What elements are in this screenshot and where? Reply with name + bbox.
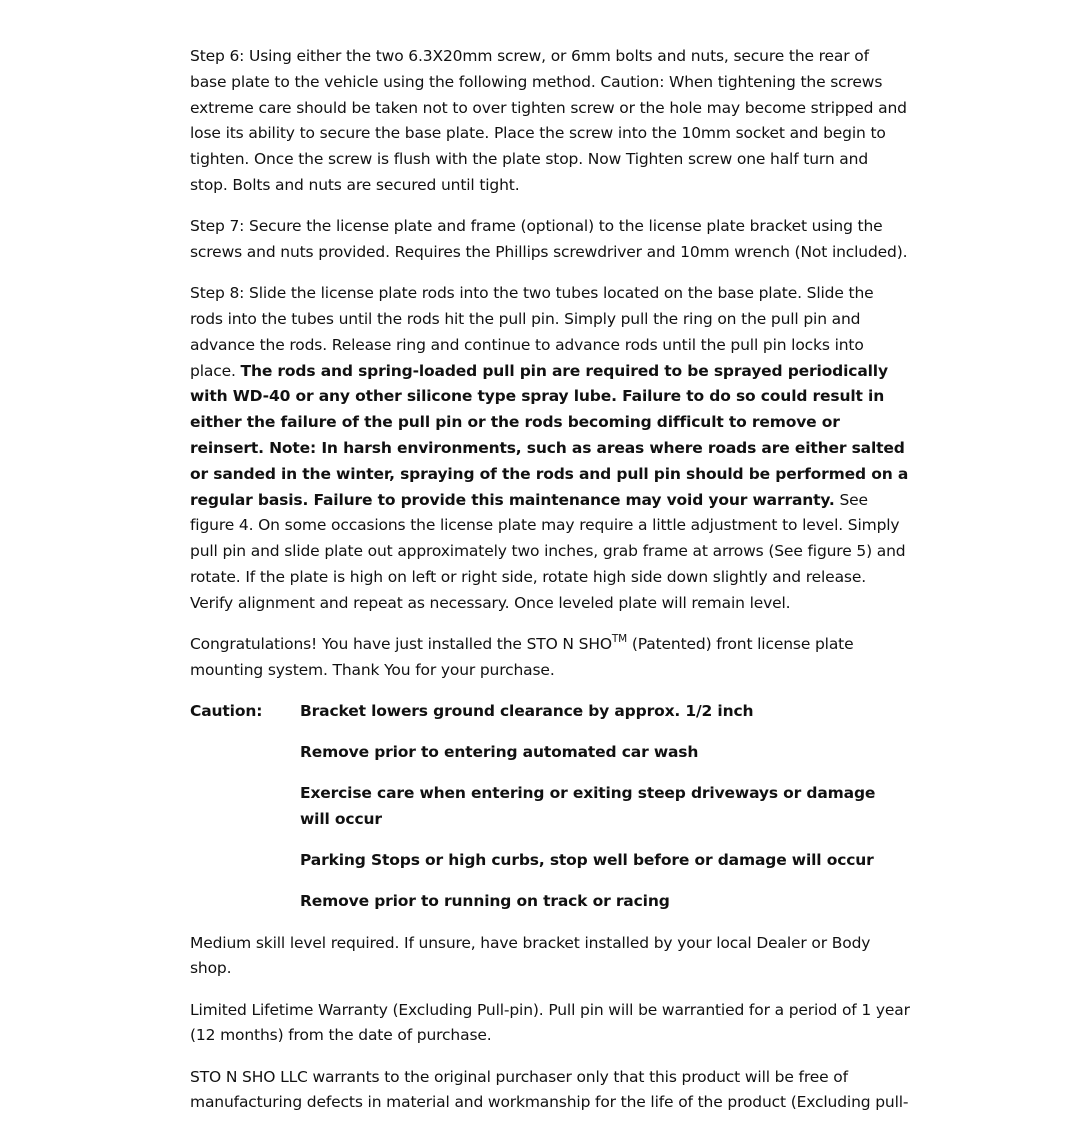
warranty-terms-paragraph: STO N SHO LLC warrants to the original purchaser only that this product will be free of manufacturing defects in material and workmanship for the life of the product (Excluding pull- [190, 1067, 909, 1112]
document-page [190, 44, 910, 1132]
step-8-maintenance-warning: The rods and spring-loaded pull pin are required to be sprayed periodically with WD-40 or any other silicone type spray lube. Failure to do so could result in either the failure of the pull pin or the rods becoming difficult to remove or reinsert. Note: In harsh environments, such as areas where roads are either salted or sanded in the winter, spraying of the rods and pull pin should be performed on a regular basis. Failure to provide this maintenance may void your warranty. [190, 361, 909, 509]
limited-warranty-paragraph: Limited Lifetime Warranty (Excluding Pull-pin). Pull pin will be warrantied for a period of 1 year (12 months) from the date of purchase. [190, 1000, 910, 1045]
congratulations-paragraph [190, 632, 910, 684]
caution-item: Remove prior to entering automated car wash [300, 743, 699, 762]
caution-item: Bracket lowers ground clearance by approx. 1/2 inch [300, 701, 754, 720]
caution-row [190, 699, 910, 725]
step-8-paragraph [190, 281, 910, 616]
caution-item: Parking Stops or high curbs, stop well before or damage will occur [300, 851, 874, 870]
step-6-paragraph: Step 6: Using either the two 6.3X20mm screw, or 6mm bolts and nuts, secure the rear of base plate to the vehicle using the following method. Caution: When tightening the screws extreme care should be taken not to over tighten screw or the hole may become stripped and lose its ability to secure the base plate. Place the screw into the 10mm socket and begin to tighten. Once the screw is flush with the plate stop. Now Tighten screw one half turn and stop. Bolts and nuts are secured until tight. [190, 47, 907, 194]
caution-label: Caution: [190, 701, 263, 720]
step-7-paragraph: Step 7: Secure the license plate and frame (optional) to the license plate bracket using the screws and nuts provided. Requires the Phillips screwdriver and 10mm wrench (Not included). [190, 217, 908, 261]
caution-item: Remove prior to running on track or racing [300, 892, 670, 911]
skill-level-paragraph: Medium skill level required. If unsure, have bracket installed by your local Dealer or Body shop. [190, 933, 871, 978]
step-8-adjustment: See figure 4. On some occasions the license plate may require a little adjustment to level. Simply pull pin and slide plate out approximately two inches, grab frame at arrows (See figure 5) and rotate. If the plate is high on left or right side, rotate high side down slightly and release. Verify alignment and repeat as necessary. Once leveled plate will remain level. [190, 490, 906, 612]
caution-item: Exercise care when entering or exiting steep driveways or damage will occur [300, 784, 876, 829]
step-8-intro: Step 8: Slide the license plate rods into the two tubes located on the base plate. Slide the rods into the tubes until the rods hit the pull pin. Simply pull the ring on the pull pin and advance the rods. Release ring and continue to advance rods until the pull pin locks into place. [190, 284, 874, 380]
trademark-mark: TM [611, 632, 628, 645]
congrats-text-after: (Patented) front license plate mounting system. Thank You for your purchase. [190, 634, 854, 679]
congrats-text-before: Congratulations! You have just installed the STO N SHO [190, 634, 612, 653]
